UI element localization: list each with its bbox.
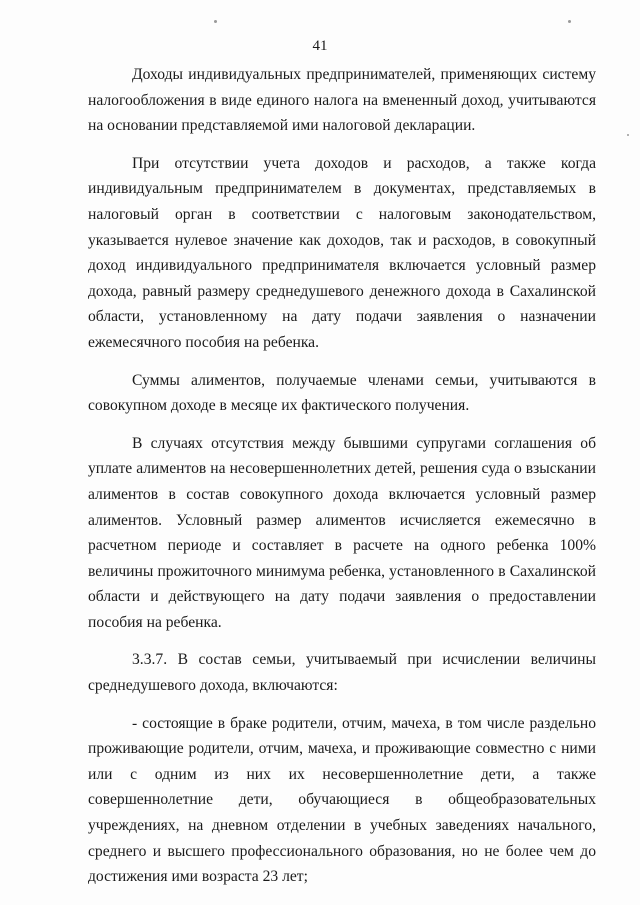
scan-speck bbox=[568, 20, 571, 23]
paragraph-alimony: Суммы алиментов, получаемые членами семьи, учитываются в совокупном доходе в месяце их фактического получения. bbox=[88, 371, 596, 415]
paragraph-ip-income: Доходы индивидуальных предпринимателей, применяющих систему налогообложения в виде единого налога на вмененный доход, учитываются на основании представляемой ими налоговой декларации. bbox=[88, 66, 596, 135]
paragraph-family-members: - состоящие в браке родители, отчим, мачеха, в том числе раздельно проживающие родители, отчим, мачеха, и проживающие совместно с ними или с одним из них их несовершеннолетние дети, а также совершеннолетние дети, обучающиеся в общеобразовательных учреждениях, на дневном отделении в учебных заведениях начального, среднего и высшего профессионального образования, но не более чем до достижения ими возраста 23 лет; bbox=[88, 714, 596, 886]
paragraph-conditional-alimony: В случаях отсутствия между бывшими супругами соглашения об уплате алиментов на несовершеннолетних детей, решения суда о взыскании алиментов в состав совокупного дохода включается условный размер алиментов. Условный размер алиментов исчисляется ежемесячно в расчетном периоде и составляет в расчете на одного ребенка 100% величины прожиточного минимума ребенка, установленного в Сахалинской области и действующего на дату подачи заявления о предоставлении пособия на ребенка. bbox=[88, 434, 596, 631]
paragraph-conditional-income: При отсутствии учета доходов и расходов, а также когда индивидуальным предпринимателем в документах, представляемых в налоговый орган в соответствии с налоговым законодательством, указывается нулевое значение как доходов, так и расходов, в совокупный доход индивидуального предпринимателя включается условный размер дохода, равный размеру среднедушевого денежного дохода в Сахалинской области, установленному на дату подачи заявления о назначении ежемесячного пособия на ребенка. bbox=[88, 154, 596, 351]
document-body bbox=[88, 62, 596, 890]
scan-speck bbox=[214, 20, 217, 23]
page-number: 41 bbox=[312, 38, 328, 54]
scan-speck bbox=[627, 134, 629, 136]
paragraph-section-3-3-7: 3.3.7. В состав семьи, учитываемый при исчислении величины среднедушевого дохода, включаются: bbox=[88, 651, 596, 695]
